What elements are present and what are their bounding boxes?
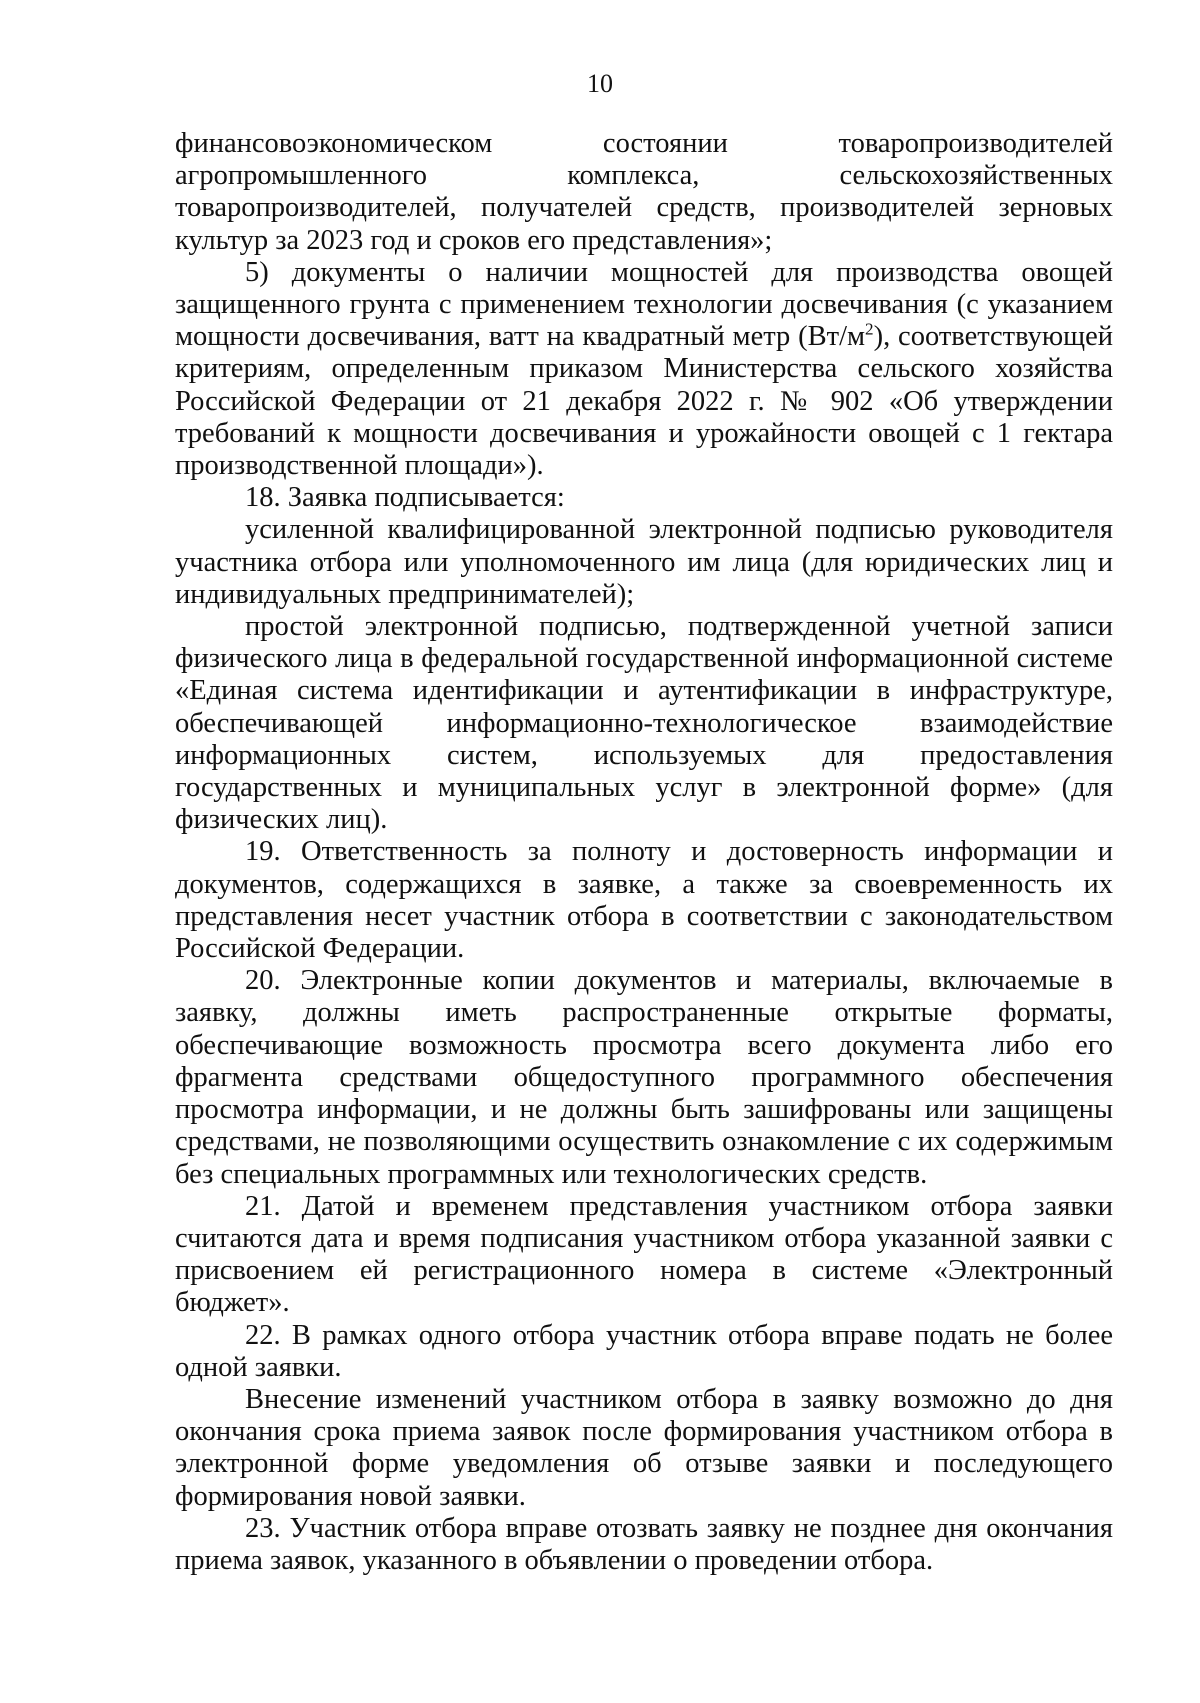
paragraph-18-b: простой электронной подписью, подтвержденной учетной записи физического лица в федеральной государственной информационной системе «Единая система идентификации и аутентификации в инфраструктуре, обеспечивающей информационно-технологическое взаимодействие информационных систем, используемых для предоставления государственных и муниципальных услуг в электронной форме» (для физических лиц). <box>175 611 1113 836</box>
text-line: агропромышленного комплекса, сельскохозяйственных <box>175 160 1113 192</box>
paragraph-continuation <box>175 128 1113 257</box>
text-line: товаропроизводителей, получателей средств, производителей зерновых культур за 2023 год и сроков его представления»; <box>175 192 1113 256</box>
paragraph-22-a: Внесение изменений участником отбора в заявку возможно до дня окончания срока приема заявок после формирования участником отбора в электронной форме уведомления об отзыве заявки и последующего формирования новой заявки. <box>175 1383 1113 1512</box>
paragraph-22: 22. В рамках одного отбора участник отбора вправе подать не более одной заявки. <box>175 1319 1113 1383</box>
document-body <box>175 128 1113 1577</box>
paragraph-23: 23. Участник отбора вправе отозвать заявку не позднее дня окончания приема заявок, указанного в объявлении о проведении отбора. <box>175 1512 1113 1576</box>
text-line: финансовоэкономическом состоянии товаропроизводителей <box>175 128 1113 159</box>
paragraph-20: 20. Электронные копии документов и материалы, включаемые в заявку, должны иметь распространенные открытые форматы, обеспечивающие возможность просмотра всего документа либо его фрагмента средствами общедоступного программного обеспечения просмотра информации, и не должны быть зашифрованы или защищены средствами, не позволяющими осуществить ознакомление с их содержимым без специальных программных или технологических средств. <box>175 965 1113 1190</box>
paragraph-18: 18. Заявка подписывается: <box>245 482 565 514</box>
text-fragment: ), соответствующей критериям, определенным приказом Министерства сельского хозяйства Российской Федерации от 21 декабря 2022 г. № 902 «Об утверждении требований к мощности досвечивания и урожайности овощей с 1 гектара производственной площади»). <box>175 321 1113 482</box>
paragraph-18-a: усиленной квалифицированной электронной подписью руководителя участника отбора или уполномоченного им лица (для юридических лиц и индивидуальных предпринимателей); <box>175 514 1113 610</box>
text-fragment: 5) документы о наличии мощностей для производства овощей защищенного грунта с применением технологии досвечивания (с указанием мощности досвечивания, ватт на квадратный метр (Вт/м <box>175 256 1113 353</box>
paragraph-item-5 <box>175 257 1113 482</box>
superscript: 2 <box>865 319 874 339</box>
paragraph-19: 19. Ответственность за полноту и достоверность информации и документов, содержащихся в заявке, а также за своевременность их представления несет участник отбора в соответствии с законодательством Российской Федерации. <box>175 836 1113 965</box>
page-number: 10 <box>587 69 613 98</box>
paragraph-21: 21. Датой и временем представления участником отбора заявки считаются дата и время подписания участником отбора указанной заявки с присвоением ей регистрационного номера в системе «Электронный бюджет». <box>175 1190 1113 1319</box>
